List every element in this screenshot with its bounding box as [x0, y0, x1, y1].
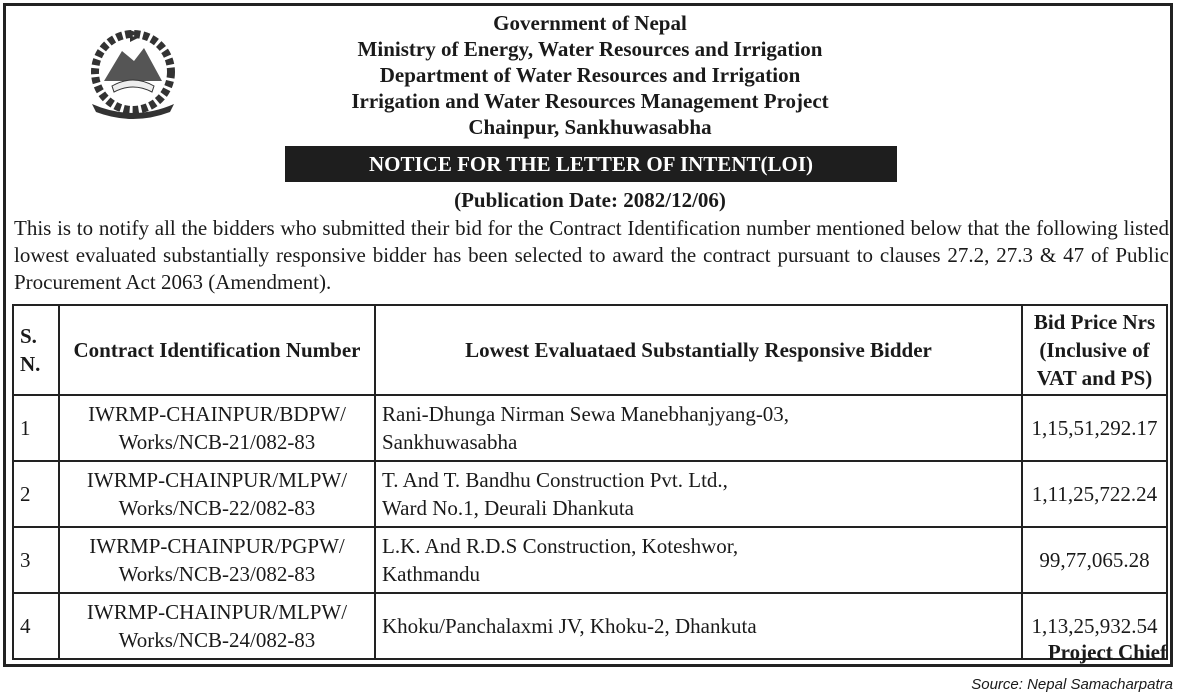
contract-line: Works/NCB-23/082-83: [118, 562, 316, 586]
cell-sn: 4: [13, 593, 59, 659]
cell-bidder: [375, 395, 1022, 461]
cell-contract: [59, 395, 375, 461]
nepal-emblem-icon: [82, 26, 184, 122]
cell-price: 99,77,065.28: [1022, 527, 1167, 593]
contract-line: Works/NCB-24/082-83: [118, 628, 316, 652]
header-line-4: Irrigation and Water Resources Management Project: [351, 89, 829, 113]
cell-price: 1,13,25,932.54: [1022, 593, 1167, 659]
contract-line: Works/NCB-22/082-83: [118, 496, 316, 520]
source-credit: Source: Nepal Samacharpatra: [971, 676, 1173, 693]
contract-line: IWRMP-CHAINPUR/MLPW/: [86, 600, 348, 624]
cell-price: 1,11,25,722.24: [1022, 461, 1167, 527]
header-line-1: Government of Nepal: [493, 11, 687, 35]
cell-sn: 2: [13, 461, 59, 527]
header-bidder: Lowest Evaluataed Substantially Responsive Bidder: [375, 305, 1022, 395]
table-row: [13, 593, 1167, 659]
header-line-2: Ministry of Energy, Water Resources and Irrigation: [357, 37, 823, 61]
cell-contract: [59, 527, 375, 593]
table-row: [13, 395, 1167, 461]
bidder-line: L.K. And R.D.S Construction, Koteshwor,: [382, 534, 739, 558]
cell-sn: 1: [13, 395, 59, 461]
header-line-5: Chainpur, Sankhuwasabha: [468, 115, 712, 139]
contract-line: Works/NCB-21/082-83: [118, 430, 316, 454]
header-sn: S. N.: [13, 305, 59, 395]
table-row: [13, 527, 1167, 593]
bidder-line: Sankhuwasabha: [382, 430, 518, 454]
header-contract: Contract Identification Number: [59, 305, 375, 395]
table-header-row: [13, 305, 1167, 395]
signature: Project Chief: [1047, 640, 1167, 664]
bidder-line: Rani-Dhunga Nirman Sewa Manebhanjyang-03,: [382, 402, 790, 426]
bidder-line: Ward No.1, Deurali Dhankuta: [382, 496, 634, 520]
notice-body: This is to notify all the bidders who submitted their bid for the Contract Identification number mentioned below that the following listed lowest evaluated substantially responsive bidder has been selected to award the contract pursuant to clauses 27.2, 27.3 & 47 of Public Procurement Act 2063 (Amendment).: [14, 216, 1169, 294]
cell-bidder: [375, 527, 1022, 593]
contract-line: IWRMP-CHAINPUR/PGPW/: [89, 534, 345, 558]
publication-date: (Publication Date: 2082/12/06): [454, 188, 726, 212]
loi-table: [12, 304, 1168, 660]
cell-contract: [59, 461, 375, 527]
contract-line: IWRMP-CHAINPUR/MLPW/: [86, 468, 348, 492]
notice-title: NOTICE FOR THE LETTER OF INTENT(LOI): [285, 146, 897, 182]
cell-contract: [59, 593, 375, 659]
cell-bidder: [375, 461, 1022, 527]
bidder-line: Khoku/Panchalaxmi JV, Khoku-2, Dhankuta: [382, 614, 757, 638]
cell-sn: 3: [13, 527, 59, 593]
cell-price: 1,15,51,292.17: [1022, 395, 1167, 461]
table-row: [13, 461, 1167, 527]
header-line-3: Department of Water Resources and Irrigation: [379, 63, 801, 87]
cell-bidder: [375, 593, 1022, 659]
bidder-line: T. And T. Bandhu Construction Pvt. Ltd.,: [382, 468, 728, 492]
header-price: Bid Price Nrs (Inclusive of VAT and PS): [1022, 305, 1167, 395]
contract-line: IWRMP-CHAINPUR/BDPW/: [88, 402, 346, 426]
bidder-line: Kathmandu: [382, 562, 480, 586]
